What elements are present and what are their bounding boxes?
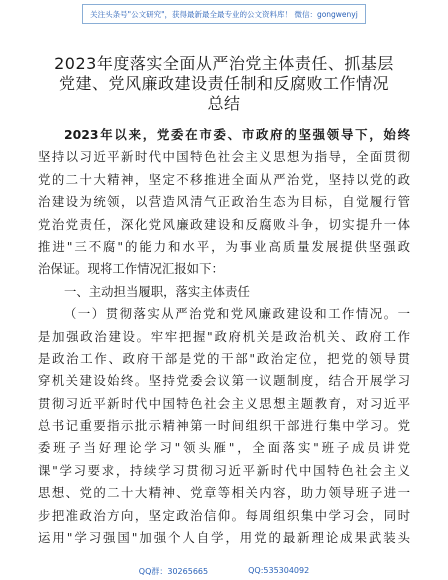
body-line: 总书记重要指示批示精神第一时间组织干部进行集中学习。党: [38, 418, 410, 434]
body-line: 运用"学习强国"加强个人自学，用党的最新理论成果武装头: [38, 530, 410, 546]
body-line: 推进"三不腐"的能力和水平，为事业高质量发展提供坚强政: [38, 238, 410, 254]
title-line-2: 党建、党风廉政建设责任制和反腐败工作情况: [58, 74, 389, 93]
body-line: 委班子当好理论学习"领头雁"，全面落实"班子成员讲党: [38, 440, 410, 456]
body-line: （一）贯彻落实从严治党和党风廉政建设和工作情况。一: [64, 306, 410, 322]
title-line-1: 2023年度落实全面从严治党主体责任、抓基层: [54, 54, 394, 73]
body-line: 穿机关建设始终。坚持党委会议第一议题制度，结合开展学习: [38, 373, 410, 389]
body-line: 课"学习要求，持续学习贯彻习近平新时代中国特色社会主义: [38, 462, 410, 478]
section-heading: 一、主动担当履职，落实主体责任: [64, 283, 250, 299]
title-line-3: 总结: [207, 94, 241, 113]
body-line: 治保证。现将工作情况汇报如下：: [38, 261, 224, 277]
header-banner: 关注头条号"公文研究"，获得最新最全最专业的公文资料库！ 微信：gongwenyj: [82, 4, 366, 24]
page-footer: [0, 566, 448, 578]
body-line: 是政治工作、政府干部是党的干部"政治定位，把党的领导贯: [38, 350, 410, 366]
body-line: 坚持以习近平新时代中国特色社会主义思想为指导，全面贯彻: [38, 149, 410, 165]
document-title: [20, 54, 428, 114]
body-line: 党治党责任，深化党风廉政建设和反腐败斗争，切实提升一体: [38, 216, 410, 232]
body-line: 治建设为统领，以营造风清气正政治生态为目标，自觉履行管: [38, 194, 410, 210]
body-line: 思想、党的二十大精神、党章等相关内容，助力领导班子进一: [38, 485, 410, 501]
footer-qq-group: QQ群：30265665: [138, 567, 209, 576]
body-line: 步把准政治方向，坚定政治信仰。每周组织集中学习会，同时: [38, 507, 410, 523]
footer-qq: QQ:535304092: [248, 566, 310, 575]
body-line: 贯彻习近平新时代中国特色社会主义思想主题教育，对习近平: [38, 395, 410, 411]
body-line: 党的二十大精神，坚定不移推进全面从严治党，坚持以党的政: [38, 171, 410, 187]
body-line: 2023年以来，党委在市委、市政府的坚强领导下，始终: [64, 127, 410, 142]
body-line: 是加强政治建设。牢牢把握"政府机关是政治机关、政府工作: [38, 328, 410, 344]
document-body: [38, 124, 410, 549]
